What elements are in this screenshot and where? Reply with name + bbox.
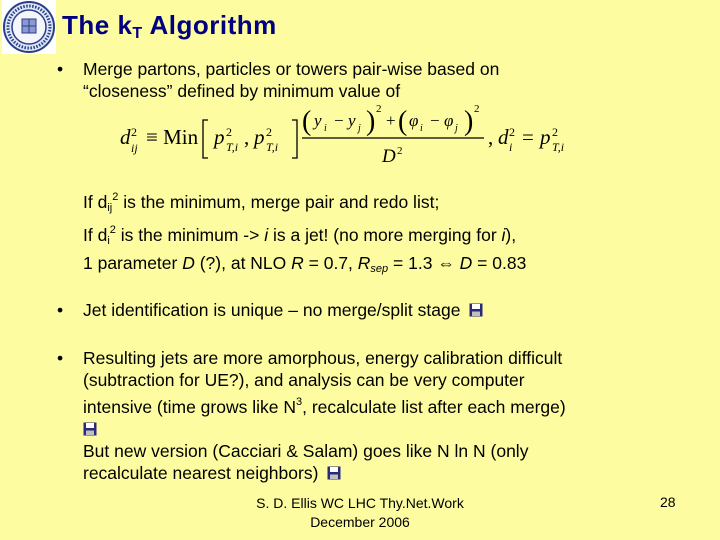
bullet-3-text: Resulting jets are more amorphous, energy calibration difficult (subtraction for UE?), and analysis can be very computer intensive (time grows like $N^3$, recalculate list after each merge) But new version (Cacciari & Salam) goes like N ln N (only recalculate nearest neighbors) xyxy=(83,348,566,483)
svg-text:2: 2 xyxy=(509,125,515,139)
svg-text:2: 2 xyxy=(131,125,137,139)
parameter-line: 1 parameter D (?), at NLO R = 0.7, $R_{sep} = 1.3$ ⇔ D = 0.83 xyxy=(83,253,527,275)
svg-text:p: p xyxy=(254,125,265,149)
svg-text:−: − xyxy=(430,111,440,130)
svg-text:j: j xyxy=(358,123,361,134)
svg-text:ij: ij xyxy=(131,141,138,155)
floppy-disk-icon xyxy=(327,466,341,480)
svg-text:φ: φ xyxy=(444,111,454,130)
floppy-disk-icon xyxy=(469,303,483,317)
svg-text:2: 2 xyxy=(376,103,382,115)
bullet-marker: • xyxy=(57,348,64,368)
bullet-1-text: Merge partons, particles or towers pair-wise based on “closeness” defined by minimum value of xyxy=(83,59,500,101)
svg-text:D: D xyxy=(382,146,396,167)
svg-text:y: y xyxy=(314,111,322,130)
bullet-marker: • xyxy=(57,300,64,320)
svg-text:≡ Min: ≡ Min xyxy=(146,125,199,149)
svg-text:d: d xyxy=(498,125,509,149)
svg-text:i: i xyxy=(509,140,513,154)
svg-text:2: 2 xyxy=(226,125,232,139)
svg-text:y: y xyxy=(348,111,356,130)
svg-text:−: − xyxy=(334,111,344,130)
svg-text:2: 2 xyxy=(474,103,480,115)
svg-text:T,i: T,i xyxy=(552,140,565,154)
svg-text:i: i xyxy=(324,123,327,134)
svg-text:2: 2 xyxy=(397,145,403,157)
svg-text:T,i: T,i xyxy=(266,140,279,154)
svg-text:,: , xyxy=(244,125,250,149)
svg-text:φ: φ xyxy=(409,111,419,130)
rule-pair-merge: If $d_{ij}^2$ is the minimum, merge pair and redo list; xyxy=(83,191,440,214)
rule-jet: If $d_i^2$ is the minimum -> i is a jet! (no more merging for i), xyxy=(83,224,517,247)
svg-text:2: 2 xyxy=(266,125,272,139)
footer: S. D. Ellis WC LHC Thy.Net.Work December 2006 xyxy=(256,495,464,530)
svg-text:,: , xyxy=(488,125,494,149)
double-arrow-icon: ⇔ xyxy=(437,253,455,273)
left-paren: ( xyxy=(302,106,312,137)
floppy-disk-icon xyxy=(83,422,97,436)
distance-formula xyxy=(112,100,592,175)
svg-text:p: p xyxy=(214,125,225,149)
svg-text:=: = xyxy=(522,125,534,149)
svg-text:i: i xyxy=(420,123,423,134)
page-number: 28 xyxy=(660,494,676,510)
university-seal-icon xyxy=(2,0,56,54)
svg-text:p: p xyxy=(540,125,551,149)
svg-text:(: ( xyxy=(398,106,408,137)
svg-text:T,i: T,i xyxy=(226,140,239,154)
right-paren: ) xyxy=(366,106,376,137)
page-title: The $k_T$ Algorithm xyxy=(62,10,277,42)
bullet-2-text: Jet identification is unique – no merge/split stage xyxy=(83,299,483,321)
svg-text:j: j xyxy=(455,123,458,134)
svg-text:): ) xyxy=(464,106,474,137)
svg-text:+: + xyxy=(386,111,396,130)
bullet-marker: • xyxy=(57,59,64,79)
svg-text:d: d xyxy=(120,125,131,149)
merge-rules xyxy=(83,186,516,252)
svg-text:2: 2 xyxy=(552,125,558,139)
